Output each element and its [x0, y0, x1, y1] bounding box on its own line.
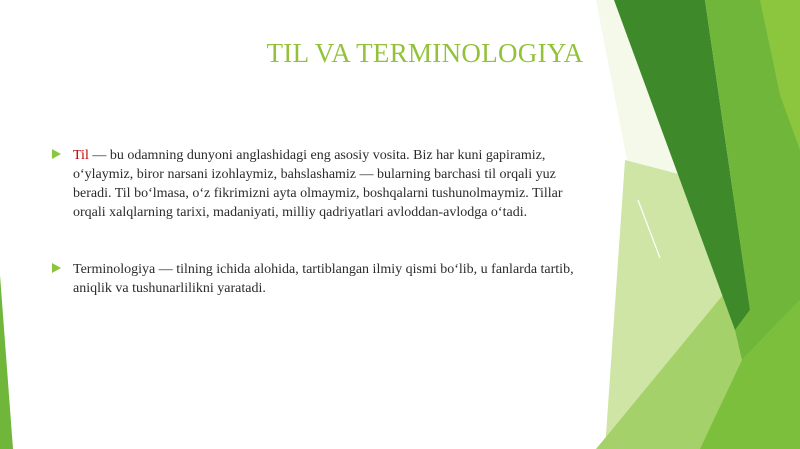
bullet-text: — bu odamning dunyoni anglashidagi eng asosiy vosita. Biz har kuni gapiramiz, oʻylaymiz, biror narsani izohlaymiz, bahslashamiz — bularning barchasi til orqali yuz beradi. Til boʻlmasa, oʻz fikrimizni ayta olmaymiz, boshqalarni tushunolmaymiz. Tillar orqali xalqlarning tarixi, madaniyati, milliy qadriyatlari avloddan-avlodga oʻtadi.: [73, 148, 563, 220]
bullet-til: [52, 146, 592, 222]
slide-title: TIL VA TERMINOLOGIYA: [266, 38, 584, 68]
bullet-list: [52, 146, 592, 298]
bullet-terminologiya: [52, 260, 592, 298]
left-green-sliver: [0, 275, 13, 449]
bullet-text: Terminologiya — tilning ichida alohida, tartiblangan ilmiy qismi boʻlib, u fanlarda tartib, aniqlik va tushunarlilikni yaratadi.: [73, 262, 574, 296]
bullet-arrow-icon: [52, 263, 61, 273]
bullet-arrow-icon: [52, 149, 61, 159]
highlight-word: Til: [73, 148, 89, 163]
